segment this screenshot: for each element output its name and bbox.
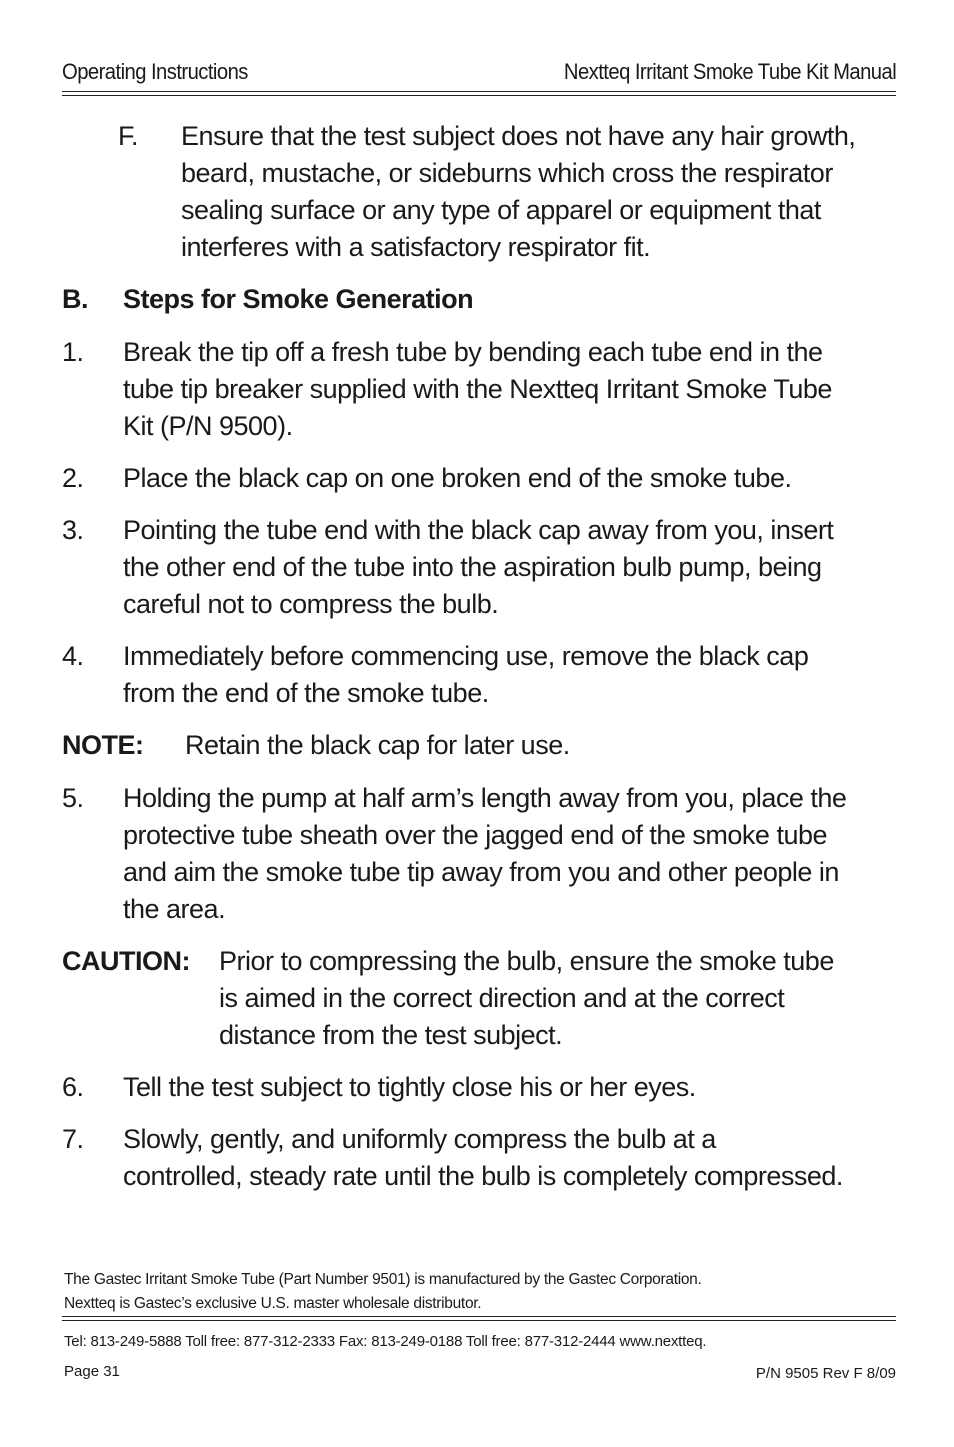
step-text	[123, 1121, 843, 1195]
step-item	[62, 638, 896, 712]
page-number: Page 31	[64, 1363, 120, 1380]
text-line: Immediately before commencing use, remove the black cap	[123, 641, 809, 671]
footer-contact: Tel: 813-249-5888 Toll free: 877-312-2333 Fax: 813-249-0188 Toll free: 877-312-2444 www.nextteq.	[64, 1333, 707, 1350]
text-line: careful not to compress the bulb.	[123, 589, 499, 619]
text-line: protective tube sheath over the jagged end of the smoke tube	[123, 820, 827, 850]
note-text: Retain the black cap for later use.	[185, 730, 570, 760]
step-number: 7.	[62, 1124, 84, 1154]
caution-block	[62, 943, 896, 1054]
text-line: and aim the smoke tube tip away from you and other people in	[123, 857, 839, 887]
text-line: controlled, steady rate until the bulb is completely compressed.	[123, 1161, 843, 1191]
step-number: 6.	[62, 1072, 84, 1102]
text-line: Holding the pump at half arm’s length away from you, place the	[123, 783, 847, 813]
text-line: Tell the test subject to tightly close his or her eyes.	[123, 1072, 696, 1102]
text-line: Break the tip off a fresh tube by bending each tube end in the	[123, 337, 823, 367]
step-item	[62, 780, 896, 928]
footer-disclaimer	[64, 1268, 702, 1316]
step-item	[62, 512, 896, 623]
text-line: from the end of the smoke tube.	[123, 678, 489, 708]
step-text	[123, 334, 832, 445]
step-text	[123, 512, 833, 623]
item-text	[181, 118, 855, 266]
text-line: sealing surface or any type of apparel or equipment that	[181, 195, 821, 225]
footer-note-line: Nextteq is Gastec’s exclusive U.S. master wholesale distributor.	[64, 1295, 482, 1312]
footer-rule-thin	[62, 1316, 896, 1317]
step-number: 2.	[62, 463, 84, 493]
footer-note-line: The Gastec Irritant Smoke Tube (Part Number 9501) is manufactured by the Gastec Corporation.	[64, 1271, 702, 1288]
header-manual-title: Nextteq Irritant Smoke Tube Kit Manual	[563, 59, 896, 84]
text-line: Place the black cap on one broken end of the smoke tube.	[123, 463, 792, 493]
text-line: distance from the test subject.	[219, 1020, 563, 1050]
caution-label: CAUTION:	[62, 946, 190, 976]
text-line: the other end of the tube into the aspiration bulb pump, being	[123, 552, 822, 582]
text-line: tube tip breaker supplied with the Nextteq Irritant Smoke Tube	[123, 374, 832, 404]
list-item-f	[118, 118, 908, 268]
footer-rule-thick	[62, 1320, 896, 1321]
section-heading-b	[62, 281, 862, 318]
step-number: 4.	[62, 641, 84, 671]
section-label: B.	[62, 284, 88, 314]
note-block	[62, 727, 896, 764]
step-item	[62, 460, 896, 497]
text-line: interferes with a satisfactory respirator fit.	[181, 232, 651, 262]
step-item	[62, 334, 896, 445]
step-text	[123, 1069, 696, 1106]
step-text	[123, 780, 846, 928]
item-label: F.	[118, 121, 139, 151]
text-line: beard, mustache, or sideburns which cross the respirator	[181, 158, 833, 188]
text-line: Prior to compressing the bulb, ensure the smoke tube	[219, 946, 834, 976]
text-line: Pointing the tube end with the black cap away from you, insert	[123, 515, 834, 545]
section-title: Steps for Smoke Generation	[123, 284, 474, 314]
step-item	[62, 1069, 896, 1106]
header-rule-thin	[62, 95, 896, 96]
header-rule-thick	[62, 91, 896, 92]
text-line: is aimed in the correct direction and at the correct	[219, 983, 785, 1013]
note-label: NOTE:	[62, 730, 144, 760]
text-line: Ensure that the test subject does not have any hair growth,	[181, 121, 856, 151]
caution-text	[219, 943, 834, 1054]
step-item	[62, 1121, 896, 1195]
part-number: P/N 9505 Rev F 8/09	[755, 1365, 896, 1382]
step-number: 1.	[62, 337, 84, 367]
step-text	[123, 638, 808, 712]
step-number: 5.	[62, 783, 84, 813]
page-header	[62, 56, 896, 96]
step-number: 3.	[62, 515, 84, 545]
text-line: Kit (P/N 9500).	[123, 411, 293, 441]
text-line: Slowly, gently, and uniformly compress the bulb at a	[123, 1124, 716, 1154]
text-line: the area.	[123, 894, 226, 924]
step-text	[123, 460, 791, 497]
header-section-title: Operating Instructions	[62, 59, 248, 84]
